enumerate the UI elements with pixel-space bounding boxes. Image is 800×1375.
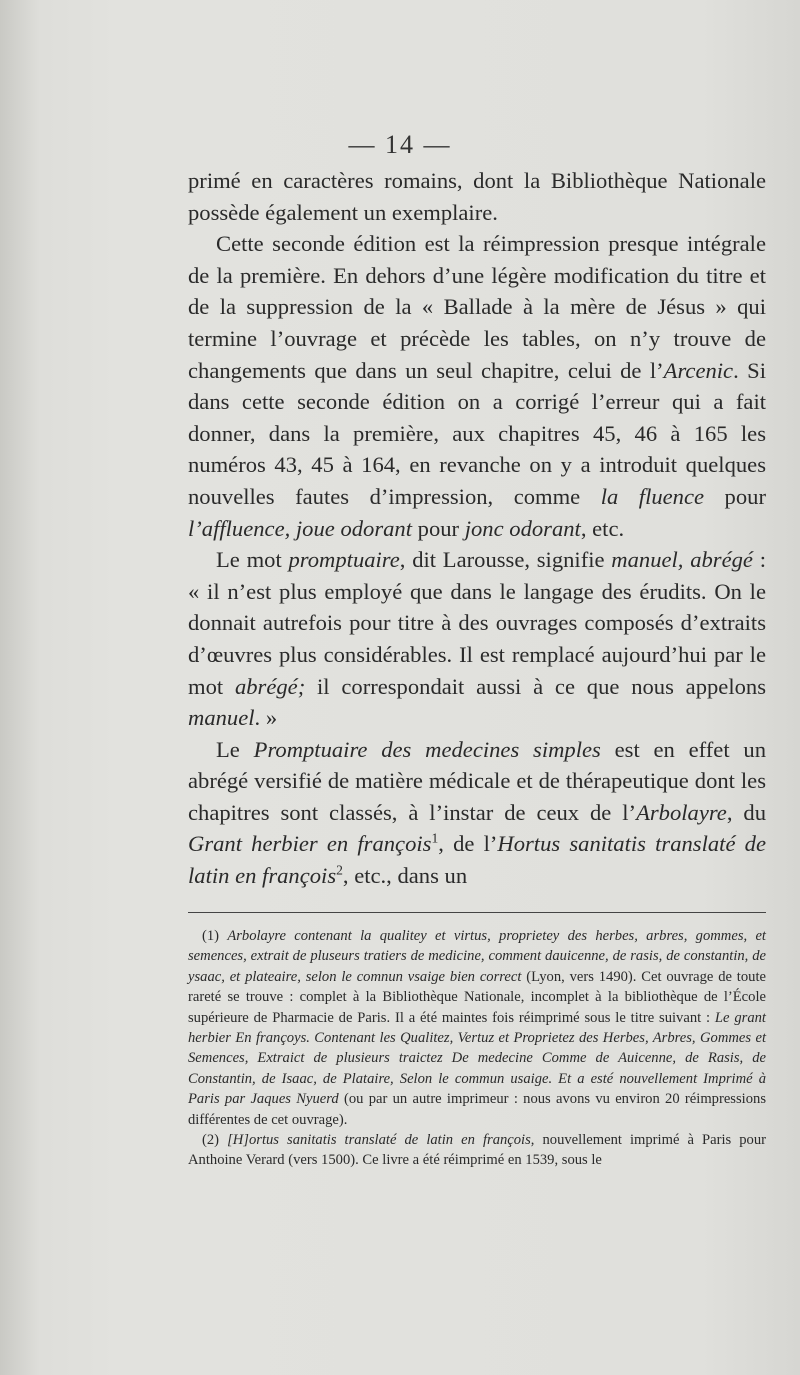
paragraph-1 <box>188 165 766 228</box>
italic-run: Arcenic <box>663 357 734 383</box>
italic-run: Promptuaire des medecines simples <box>253 736 601 762</box>
text-run: (ou par un autre imprimeur : nous avons vu environ 20 réimpressions différentes de cet ouvrage). <box>188 1091 766 1128</box>
footnote-ref-2: 2 <box>336 862 343 878</box>
text-run: il correspondait aussi à ce que nous appelons <box>305 673 766 699</box>
main-text <box>188 165 766 892</box>
text-run: . Si dans cette seconde édition on a corrigé l’erreur qui a fait donner, dans la première, aux chapitres 45, 46 à 165 les numéros 43, 45 à 164, en revanche on y a introduit quelques nouvelles fautes d’impression, comme <box>188 357 766 509</box>
footnote-2 <box>188 1130 766 1171</box>
paragraph-3 <box>188 544 766 734</box>
italic-run: Arbolayre <box>636 799 727 825</box>
text-run: primé en caractères romains, dont la Bibliothèque Nationale possède également un exemplaire. <box>188 168 766 225</box>
italic-run: Arbolayre contenant la qualitey et virtus, proprietey des herbes, arbres, gommes, et semences, extrait de pluseurs tratiers de medicine, comment dauicenne, de rasis, de constantin, de ysaac, et plateaire, selon le comnun vsaige bien correct <box>188 928 766 985</box>
italic-run: manuel, abrégé <box>611 547 753 573</box>
text-run: (Lyon, vers 1490). Cet ouvrage de toute rareté se trouve : complet à la Bibliothèque Nationale, incomplet à la bibliothèque de l’École supérieure de Pharmacie de Paris. Il a été maintes fois réimprimé sous le titre suivant : <box>188 968 766 1026</box>
footnote-divider <box>188 912 766 913</box>
footnote-1 <box>188 926 766 1130</box>
italic-run: Grant herbier en françois <box>188 831 432 857</box>
text-run: : « il n’est plus employé que dans le langage des érudits. On le donnait autrefois pour titre à des ouvrages composés d’extraits d’œuvres plus considérables. Il est remplacé aujourd’hui par le mot <box>188 547 766 699</box>
italic-run: jonc odorant <box>464 515 581 541</box>
italic-run: Hortus sanitatis translaté de latin en françois <box>188 831 766 889</box>
italic-run: manuel <box>188 705 255 731</box>
text-run: Le mot <box>216 547 289 573</box>
footnotes <box>188 926 766 1171</box>
text-run: est en effet un abrégé versifié de matière médicale et de thérapeutique dont les chapitres sont classés, à l’instar de ceux de l’ <box>188 736 767 825</box>
paragraph-2 <box>188 228 766 544</box>
footnote-number: (1) <box>202 928 228 944</box>
text-run: , du <box>726 799 767 825</box>
text-run: Cette seconde édition est la réimpression presque intégrale de la première. En dehors d’une légère modification du titre et de la suppression de la « Ballade à la mère de Jésus » qui termine l’ouvrage et précède les tables, on n’y trouve de changements que dans un seul chapitre, celui de l’ <box>188 231 766 383</box>
footnote-number: (2) <box>202 1132 228 1149</box>
text-run: pour <box>704 483 766 509</box>
italic-run: la fluence <box>600 483 705 509</box>
text-run: , dit Larousse, signifie <box>399 547 612 573</box>
italic-run: l’affluence, joue odorant <box>188 515 413 541</box>
text-run: . » <box>254 705 278 731</box>
italic-run: Le grant herbier En françoys. Contenant les Qualitez, Vertuz et Proprietez des Herbes, Arbres, Gommes et Semences, Extraict de plusieurs traictez De medecine Comme de Auicenne, de Rasis, de Constantin, de Isaac, de Plataire, Selon le commun usaige. Et a esté nouvellement Imprimé à Paris par Jaques Nyuerd <box>188 1009 766 1108</box>
text-run: , de l’ <box>438 831 498 857</box>
italic-run: abrégé; <box>234 673 306 699</box>
italic-run: promptuaire <box>288 547 400 573</box>
text-run: , etc. <box>580 515 625 541</box>
text-run: , etc., dans un <box>342 863 468 889</box>
text-run: , nouvellement imprimé à Paris pour Anthoine Verard (vers 1500). Ce livre a été réimprimé en 1539, sous le <box>188 1132 766 1169</box>
paragraph-4 <box>188 734 766 892</box>
text-run: pour <box>412 515 465 541</box>
footnote-ref-1: 1 <box>431 830 439 846</box>
page-number: — 14 — <box>348 130 452 159</box>
italic-run: [H]ortus sanitatis translaté de latin en françois <box>227 1132 531 1149</box>
text-run: Le <box>216 736 254 762</box>
